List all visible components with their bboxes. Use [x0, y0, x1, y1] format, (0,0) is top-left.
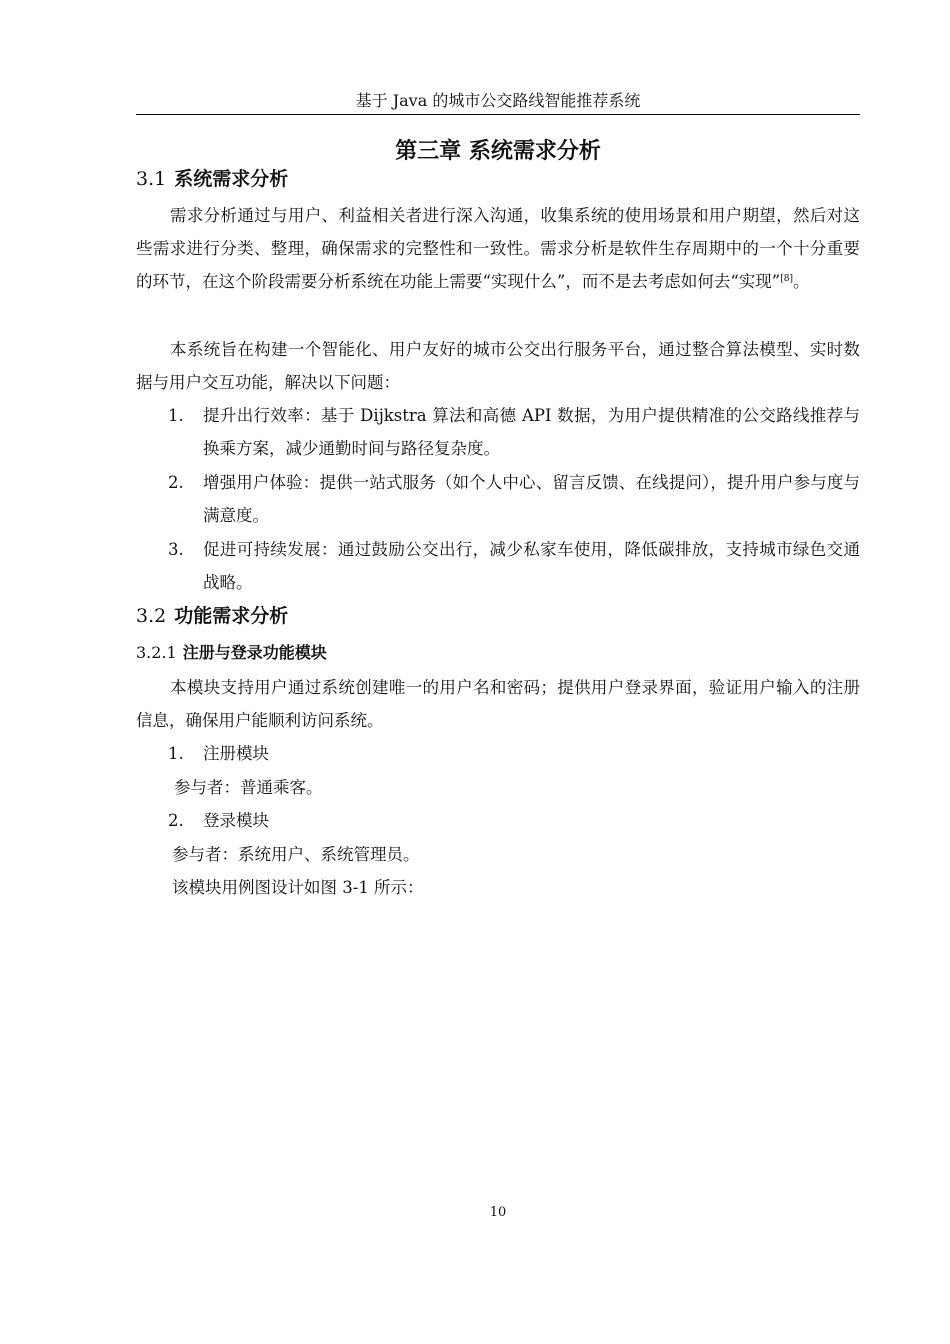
list-number: 1.	[168, 744, 184, 763]
list-text: 增强用户体验：提供一站式服务（如个人中心、留言反馈、在线提问），提升用户参与度与满意度。	[203, 473, 860, 525]
paragraph-system-goal: 本系统旨在构建一个智能化、用户友好的城市公交出行服务平台，通过整合算法模型、实时数据与用户交互功能，解决以下问题：	[136, 340, 860, 392]
actor-login: 参与者：系统用户、系统管理员。	[172, 845, 420, 864]
list-text: 登录模块	[203, 811, 269, 830]
paragraph-requirements-intro	[136, 199, 860, 298]
list-item	[168, 399, 860, 465]
list-item-register	[168, 737, 860, 770]
list-number: 3.	[168, 540, 184, 559]
list-number: 2.	[168, 811, 184, 830]
list-text: 促进可持续发展：通过鼓励公交出行，减少私家车使用，降低碳排放，支持城市绿色交通战略。	[203, 540, 860, 592]
section-number: 3.1	[136, 168, 167, 190]
list-item-login	[168, 804, 860, 837]
section-number: 3.2	[136, 605, 167, 627]
paragraph-login-module: 本模块支持用户通过系统创建唯一的用户名和密码；提供用户登录界面，验证用户输入的注册信息，确保用户能顺利访问系统。	[136, 678, 860, 730]
figure-reference: 该模块用例图设计如图 3-1 所示：	[172, 878, 424, 897]
chapter-title: 第三章 系统需求分析	[395, 139, 601, 164]
subsection-number: 3.2.1	[136, 643, 177, 662]
page-number: 10	[489, 1205, 507, 1220]
actor-register: 参与者：普通乘客。	[174, 778, 323, 797]
paragraph-end: 。	[793, 272, 810, 291]
section-heading-3-2	[136, 602, 288, 630]
list-text: 注册模块	[203, 744, 269, 763]
citation: [8]	[780, 274, 793, 284]
header-divider	[136, 114, 860, 115]
subsection-heading-3-2-1	[136, 641, 327, 665]
section-heading-3-1	[136, 165, 288, 193]
section-title: 功能需求分析	[174, 605, 289, 627]
subsection-title: 注册与登录功能模块	[182, 643, 327, 662]
section-title: 系统需求分析	[174, 168, 289, 190]
paragraph-text: 需求分析通过与用户、利益相关者进行深入沟通，收集系统的使用场景和用户期望，然后对这些需求进行分类、整理，确保需求的完整性和一致性。需求分析是软件生存周期中的一个十分重要的环节，在这个阶段需要分析系统在功能上需要“实现什么”，而不是去考虑如何去“实现”	[136, 206, 860, 291]
list-item	[168, 466, 860, 532]
list-number: 2.	[168, 473, 184, 492]
list-text: 提升出行效率：基于 Dijkstra 算法和高德 API 数据，为用户提供精准的公交路线推荐与换乘方案，减少通勤时间与路径复杂度。	[203, 406, 860, 458]
list-item	[168, 533, 860, 599]
running-header: 基于 Java 的城市公交路线智能推荐系统	[355, 91, 641, 110]
list-number: 1.	[168, 406, 184, 425]
